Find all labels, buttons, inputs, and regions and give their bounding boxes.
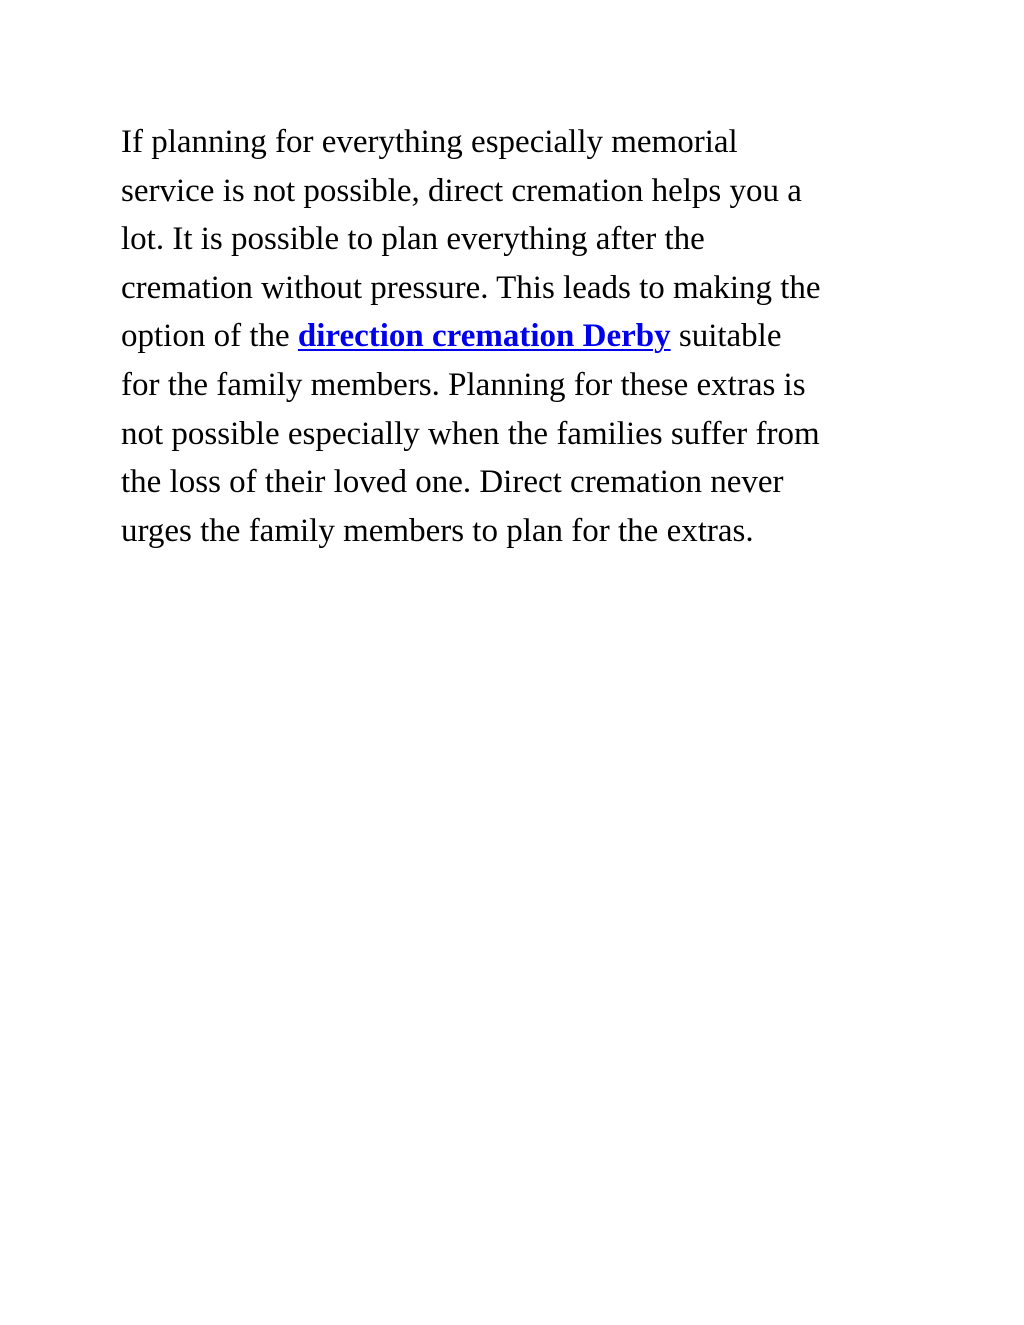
- text-line: the loss of their loved one. Direct cremation never: [121, 464, 784, 501]
- text-after-link: suitable: [670, 318, 782, 355]
- text-line: not possible especially when the families suffer from: [121, 415, 820, 452]
- text-line: urges the family members to plan for the extras.: [121, 512, 754, 549]
- direction-cremation-derby-link[interactable]: direction cremation Derby: [297, 318, 671, 355]
- text-line: for the family members. Planning for these extras is: [121, 366, 806, 403]
- body-paragraph: [121, 118, 921, 555]
- text-before-link: option of the: [121, 318, 298, 355]
- text-line-with-link: [121, 312, 921, 361]
- text-line: If planning for everything especially memorial: [121, 124, 738, 160]
- text-line: service is not possible, direct cremation helps you a: [121, 172, 802, 209]
- text-line: cremation without pressure. This leads to making the: [121, 269, 821, 306]
- text-line: lot. It is possible to plan everything after the: [121, 221, 705, 258]
